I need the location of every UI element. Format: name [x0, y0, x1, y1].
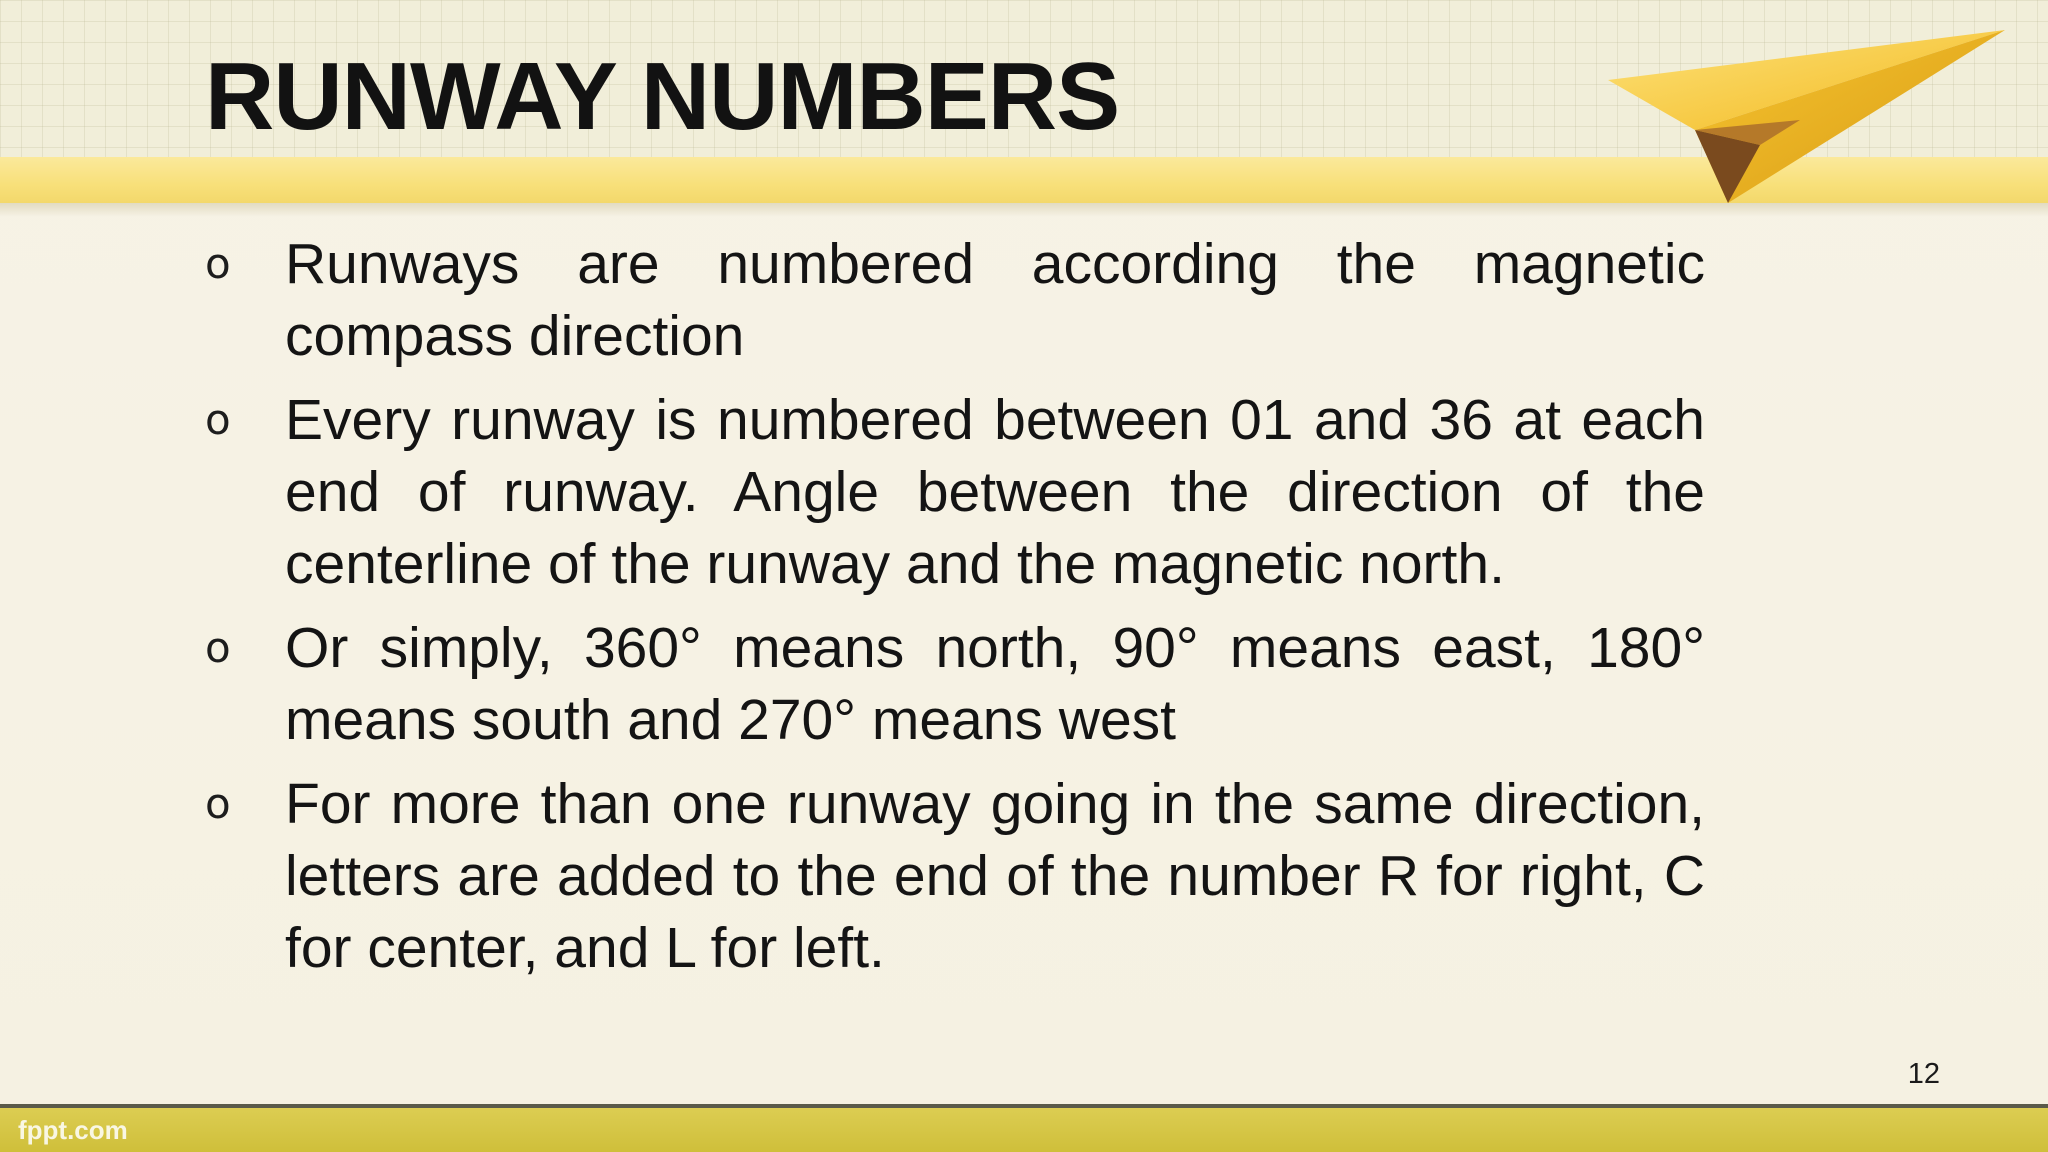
bullet-text: Runways are numbered according the magnetic compass direction — [285, 232, 1705, 368]
list-item — [205, 228, 1705, 372]
paper-plane-icon — [1600, 25, 2020, 210]
footer-brand: fppt.com — [18, 1115, 128, 1145]
bullet-text: Or simply, 360° means north, 90° means east, 180° means south and 270° means west — [285, 616, 1705, 752]
footer-bar — [0, 1108, 2048, 1152]
bullet-marker: o — [205, 239, 231, 288]
list-item — [205, 612, 1705, 756]
list-item — [205, 768, 1705, 984]
slide-title: RUNWAY NUMBERS — [205, 43, 1120, 150]
page-number: 12 — [1907, 1058, 1940, 1090]
list-item — [205, 384, 1705, 600]
bullet-marker: o — [205, 623, 231, 672]
bullet-marker: o — [205, 395, 231, 444]
bullet-text: Every runway is numbered between 01 and 36 at each end of runway. Angle between the direction of the centerline of the runway and the magnetic north. — [285, 388, 1705, 596]
bullet-marker: o — [205, 779, 231, 828]
bullet-list — [205, 228, 1705, 996]
bullet-text: For more than one runway going in the same direction, letters are added to the end of the number R for right, C for center, and L for left. — [285, 772, 1705, 980]
